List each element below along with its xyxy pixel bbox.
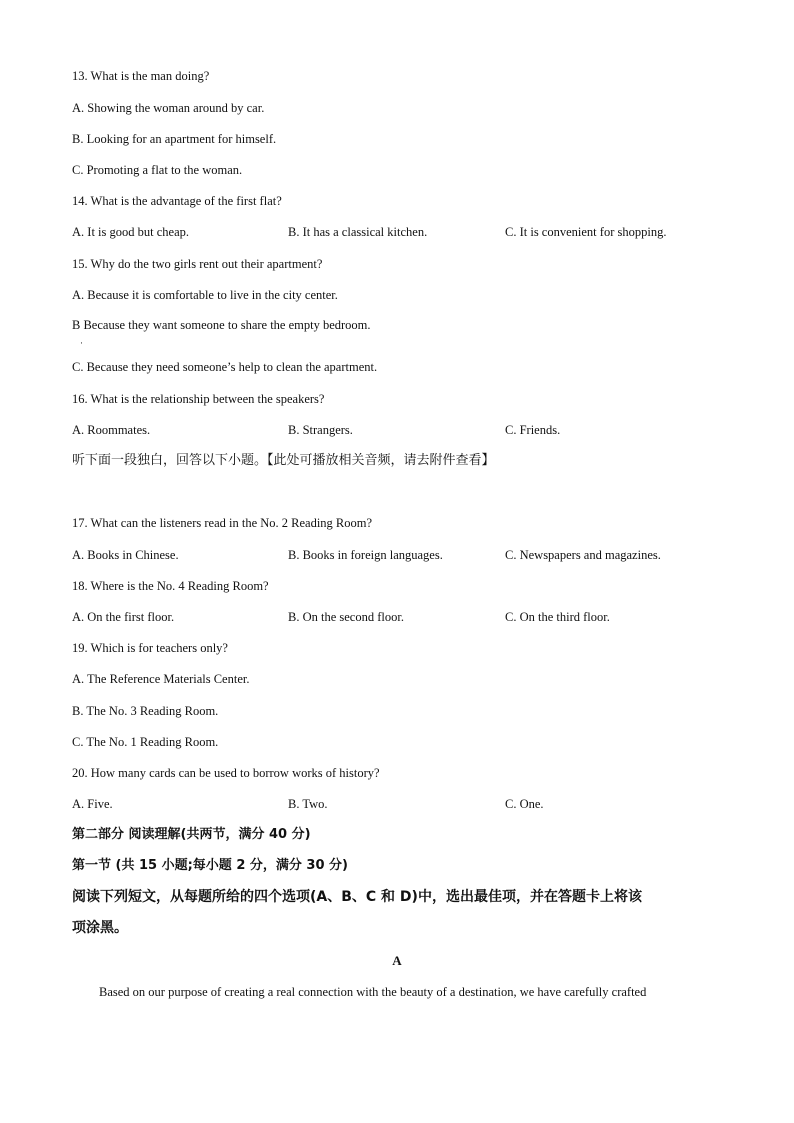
- q20-option-a: A. Five.: [72, 797, 113, 811]
- q14-option-c: C. It is convenient for shopping.: [505, 225, 667, 239]
- reading-instruction-line1: 阅读下列短文，从每题所给的四个选项(A、B、C 和 D)中，选出最佳项，并在答题卡上将该: [72, 889, 642, 905]
- q18-option-b: B. On the second floor.: [288, 610, 404, 624]
- q19-option-c: C. The No. 1 Reading Room.: [72, 735, 219, 749]
- q14-option-b: B. It has a classical kitchen.: [288, 225, 428, 239]
- q15-option-b: B Because they want someone to share the empty bedroom.: [72, 318, 371, 332]
- question-14: 14. What is the advantage of the first flat?: [72, 194, 282, 208]
- question-19: 19. Which is for teachers only?: [72, 641, 228, 655]
- section-one-heading: 第一节 (共 15 小题;每小题 2 分，满分 30 分): [72, 858, 348, 873]
- passage-label: A: [392, 953, 402, 968]
- q14-option-a: A. It is good but cheap.: [72, 225, 189, 239]
- q13-option-c: C. Promoting a flat to the woman.: [72, 163, 243, 177]
- q17-option-c: C. Newspapers and magazines.: [505, 548, 661, 562]
- q19-option-b: B. The No. 3 Reading Room.: [72, 704, 219, 718]
- q16-option-c: C. Friends.: [505, 423, 561, 437]
- q16-option-b: B. Strangers.: [288, 423, 353, 437]
- q13-option-a: A. Showing the woman around by car.: [72, 101, 265, 115]
- reading-instruction-line2: 项涂黑。: [72, 920, 128, 936]
- question-15: 15. Why do the two girls rent out their apartment?: [72, 257, 323, 271]
- question-20: 20. How many cards can be used to borrow works of history?: [72, 766, 380, 780]
- q13-option-b: B. Looking for an apartment for himself.: [72, 132, 277, 146]
- q17-option-a: A. Books in Chinese.: [72, 548, 179, 562]
- q17-option-b: B. Books in foreign languages.: [288, 548, 443, 562]
- q16-option-a: A. Roommates.: [72, 423, 151, 437]
- q19-option-a: A. The Reference Materials Center.: [72, 672, 250, 686]
- q15-option-c: C. Because they need someone’s help to clean the apartment.: [72, 360, 378, 374]
- q18-option-c: C. On the third floor.: [505, 610, 610, 624]
- listening-instruction: 听下面一段独白，回答以下小题。【此处可播放相关音频，请去附件查看】: [72, 453, 495, 468]
- q20-option-b: B. Two.: [288, 797, 328, 811]
- stray-dot: ·: [80, 338, 83, 348]
- part-two-heading: 第二部分 阅读理解(共两节，满分 40 分): [72, 827, 311, 842]
- question-18: 18. Where is the No. 4 Reading Room?: [72, 579, 269, 593]
- q15-option-a: A. Because it is comfortable to live in the city center.: [72, 288, 338, 302]
- q20-option-c: C. One.: [505, 797, 544, 811]
- q18-option-a: A. On the first floor.: [72, 610, 175, 624]
- question-13: 13. What is the man doing?: [72, 69, 210, 83]
- question-16: 16. What is the relationship between the speakers?: [72, 392, 325, 406]
- question-17: 17. What can the listeners read in the No. 2 Reading Room?: [72, 516, 373, 530]
- passage-text: Based on our purpose of creating a real connection with the beauty of a destination, we have carefully crafted: [99, 985, 647, 999]
